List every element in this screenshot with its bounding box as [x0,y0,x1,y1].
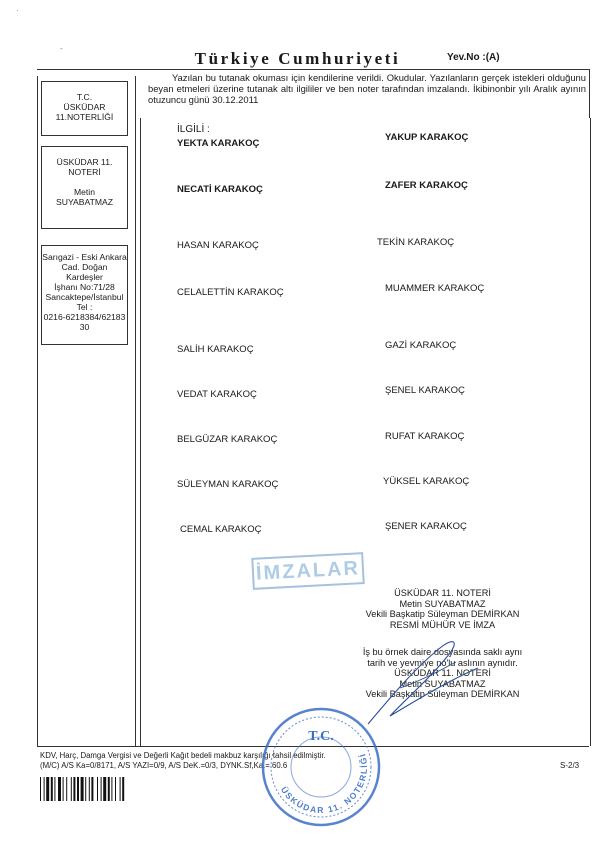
address-line: Sarıgazi - Eski Ankara [42,252,127,262]
barcode-bar [63,777,64,801]
barcode-bar [120,777,121,801]
document-number: Yev.No :(A) [447,52,500,63]
fee-line: (M/C) A/S Ka=0/8171, A/S YAZI=0/9, A/S DeK.=0/3, DYNK.Sf,Ka.=.60.6 [40,760,288,770]
party-name: BELGÜZAR KARAKOÇ [177,434,278,445]
barcode-bar [54,777,55,801]
scan-speck: - [60,44,63,53]
notary-spacer [42,177,127,187]
page-number: S-2/3 [560,761,580,770]
party-name: MUAMMER KARAKOÇ [385,283,485,294]
certification-line: ÜSKÜDAR 11. NOTERİ [394,588,491,598]
party-name: HASAN KARAKOÇ [177,240,259,251]
seal-top-text: T.C. [308,729,334,744]
barcode [40,777,158,801]
barcode-bar [46,777,49,801]
svg-text:ÜSKÜDAR 11. NOTERLİĞİ [279,751,369,815]
barcode-bar [66,777,67,801]
header-rule [37,69,589,70]
party-name: GAZİ KARAKOÇ [385,340,457,351]
certification-line: Vekili Başkatip Süleyman DEMİRKAN [365,689,520,699]
party-name: VEDAT KARAKOÇ [177,389,257,400]
barcode-bar [108,777,110,801]
signatures-stamp: İMZALAR [251,552,365,590]
notary-box [41,146,128,229]
notary-line: SUYABATMAZ [56,197,113,207]
body-frame-edge [589,69,590,118]
barcode-bar [77,777,79,801]
notary-seal-icon [256,702,386,832]
barcode-bar [97,777,98,801]
page-title: Türkiye Cumhuriyeti [194,49,401,68]
barcode-bar [115,777,116,801]
office-line: T.C. [76,92,93,102]
barcode-bar [101,777,102,801]
party-name: YÜKSEL KARAKOÇ [383,476,470,487]
notary-line: ÜSKÜDAR 11. [56,157,113,167]
address-line: Cad. Doğan Kardeşler [61,262,108,282]
party-name: CELALETTİN KARAKOÇ [177,287,284,298]
address-box [41,245,128,345]
barcode-bar [91,777,93,801]
certification-line: İş bu örnek daire dosyasında saklı aynı [362,647,523,657]
barcode-bar [40,777,41,801]
address-line: İşhanı No:71/28 [54,282,115,292]
notary-line: Metin [73,187,95,197]
office-line: 11.NOTERLİĞİ [55,112,114,122]
ilgili-label: İLGİLİ : [177,124,210,135]
barcode-bar [89,777,90,801]
barcode-bar [122,777,124,801]
party-name: ŞENER KARAKOÇ [385,521,467,532]
address-line: 30 [79,322,90,332]
barcode-bar [81,777,84,801]
fee-line: KDV, Harç, Damga Vergisi ve Değerli Kağıt bedeli makbuz karşılığı tahsil edilmiştir. [40,751,326,760]
certification-line: RESMİ MÜHÜR VE İMZA [389,619,496,630]
party-name: YEKTA KARAKOÇ [177,138,260,149]
party-name: ŞENEL KARAKOÇ [385,385,465,396]
party-name: YAKUP KARAKOÇ [385,132,469,143]
party-name: SÜLEYMAN KARAKOÇ [177,479,279,490]
address-line: 0216-6218384/62183 [43,312,126,322]
address-line: Sancaktepe/İstanbul [45,292,124,302]
party-name: ZAFER KARAKOÇ [385,180,468,191]
barcode-bar [73,777,75,801]
barcode-bar [71,777,72,801]
barcode-bar [51,777,53,801]
barcode-bar [111,777,112,801]
certification-line: ÜSKÜDAR 11. NOTERİ [394,668,491,678]
party-name: TEKİN KARAKOÇ [377,237,455,248]
seal-ring-text: ÜSKÜDAR 11. NOTERLİĞİ [278,751,370,816]
barcode-bar [103,777,106,801]
notary-line: NOTERİ [68,167,101,177]
party-name: RUFAT KARAKOÇ [385,431,465,442]
certification-line: Metin SUYABATMAZ [399,598,486,609]
barcode-bar [44,777,45,801]
notary-certification [330,588,555,630]
certification-line: Metin SUYABATMAZ [399,678,486,689]
certification-line: tarih ve yevmiye no'lu aslının aynıdır. [367,657,518,668]
barcode-bar [58,777,61,801]
party-name: CEMAL KARAKOÇ [180,524,262,535]
office-line: ÜSKÜDAR [63,102,106,112]
office-box [41,81,128,136]
address-line: Tel : [76,302,93,312]
party-name: SALİH KARAKOÇ [177,344,254,355]
certification-line: Vekili Başkatip Süleyman DEMİRKAN [365,609,520,619]
barcode-bar [85,777,86,801]
party-name: NECATİ KARAKOÇ [177,184,263,195]
intro-paragraph: Yazılan bu tutanak okuması için kendilerine verildi. Okudular. Yazılanların gerçek istekleri olduğunu beyan etmeleri üzerine tutanak altı ilgililer ve ben noter tarafından imzalandı. İkibinonbir yılı Aralık ayının otuzuncu günü 30.12.2011 [148,72,586,105]
scan-speck: · [16,6,19,15]
